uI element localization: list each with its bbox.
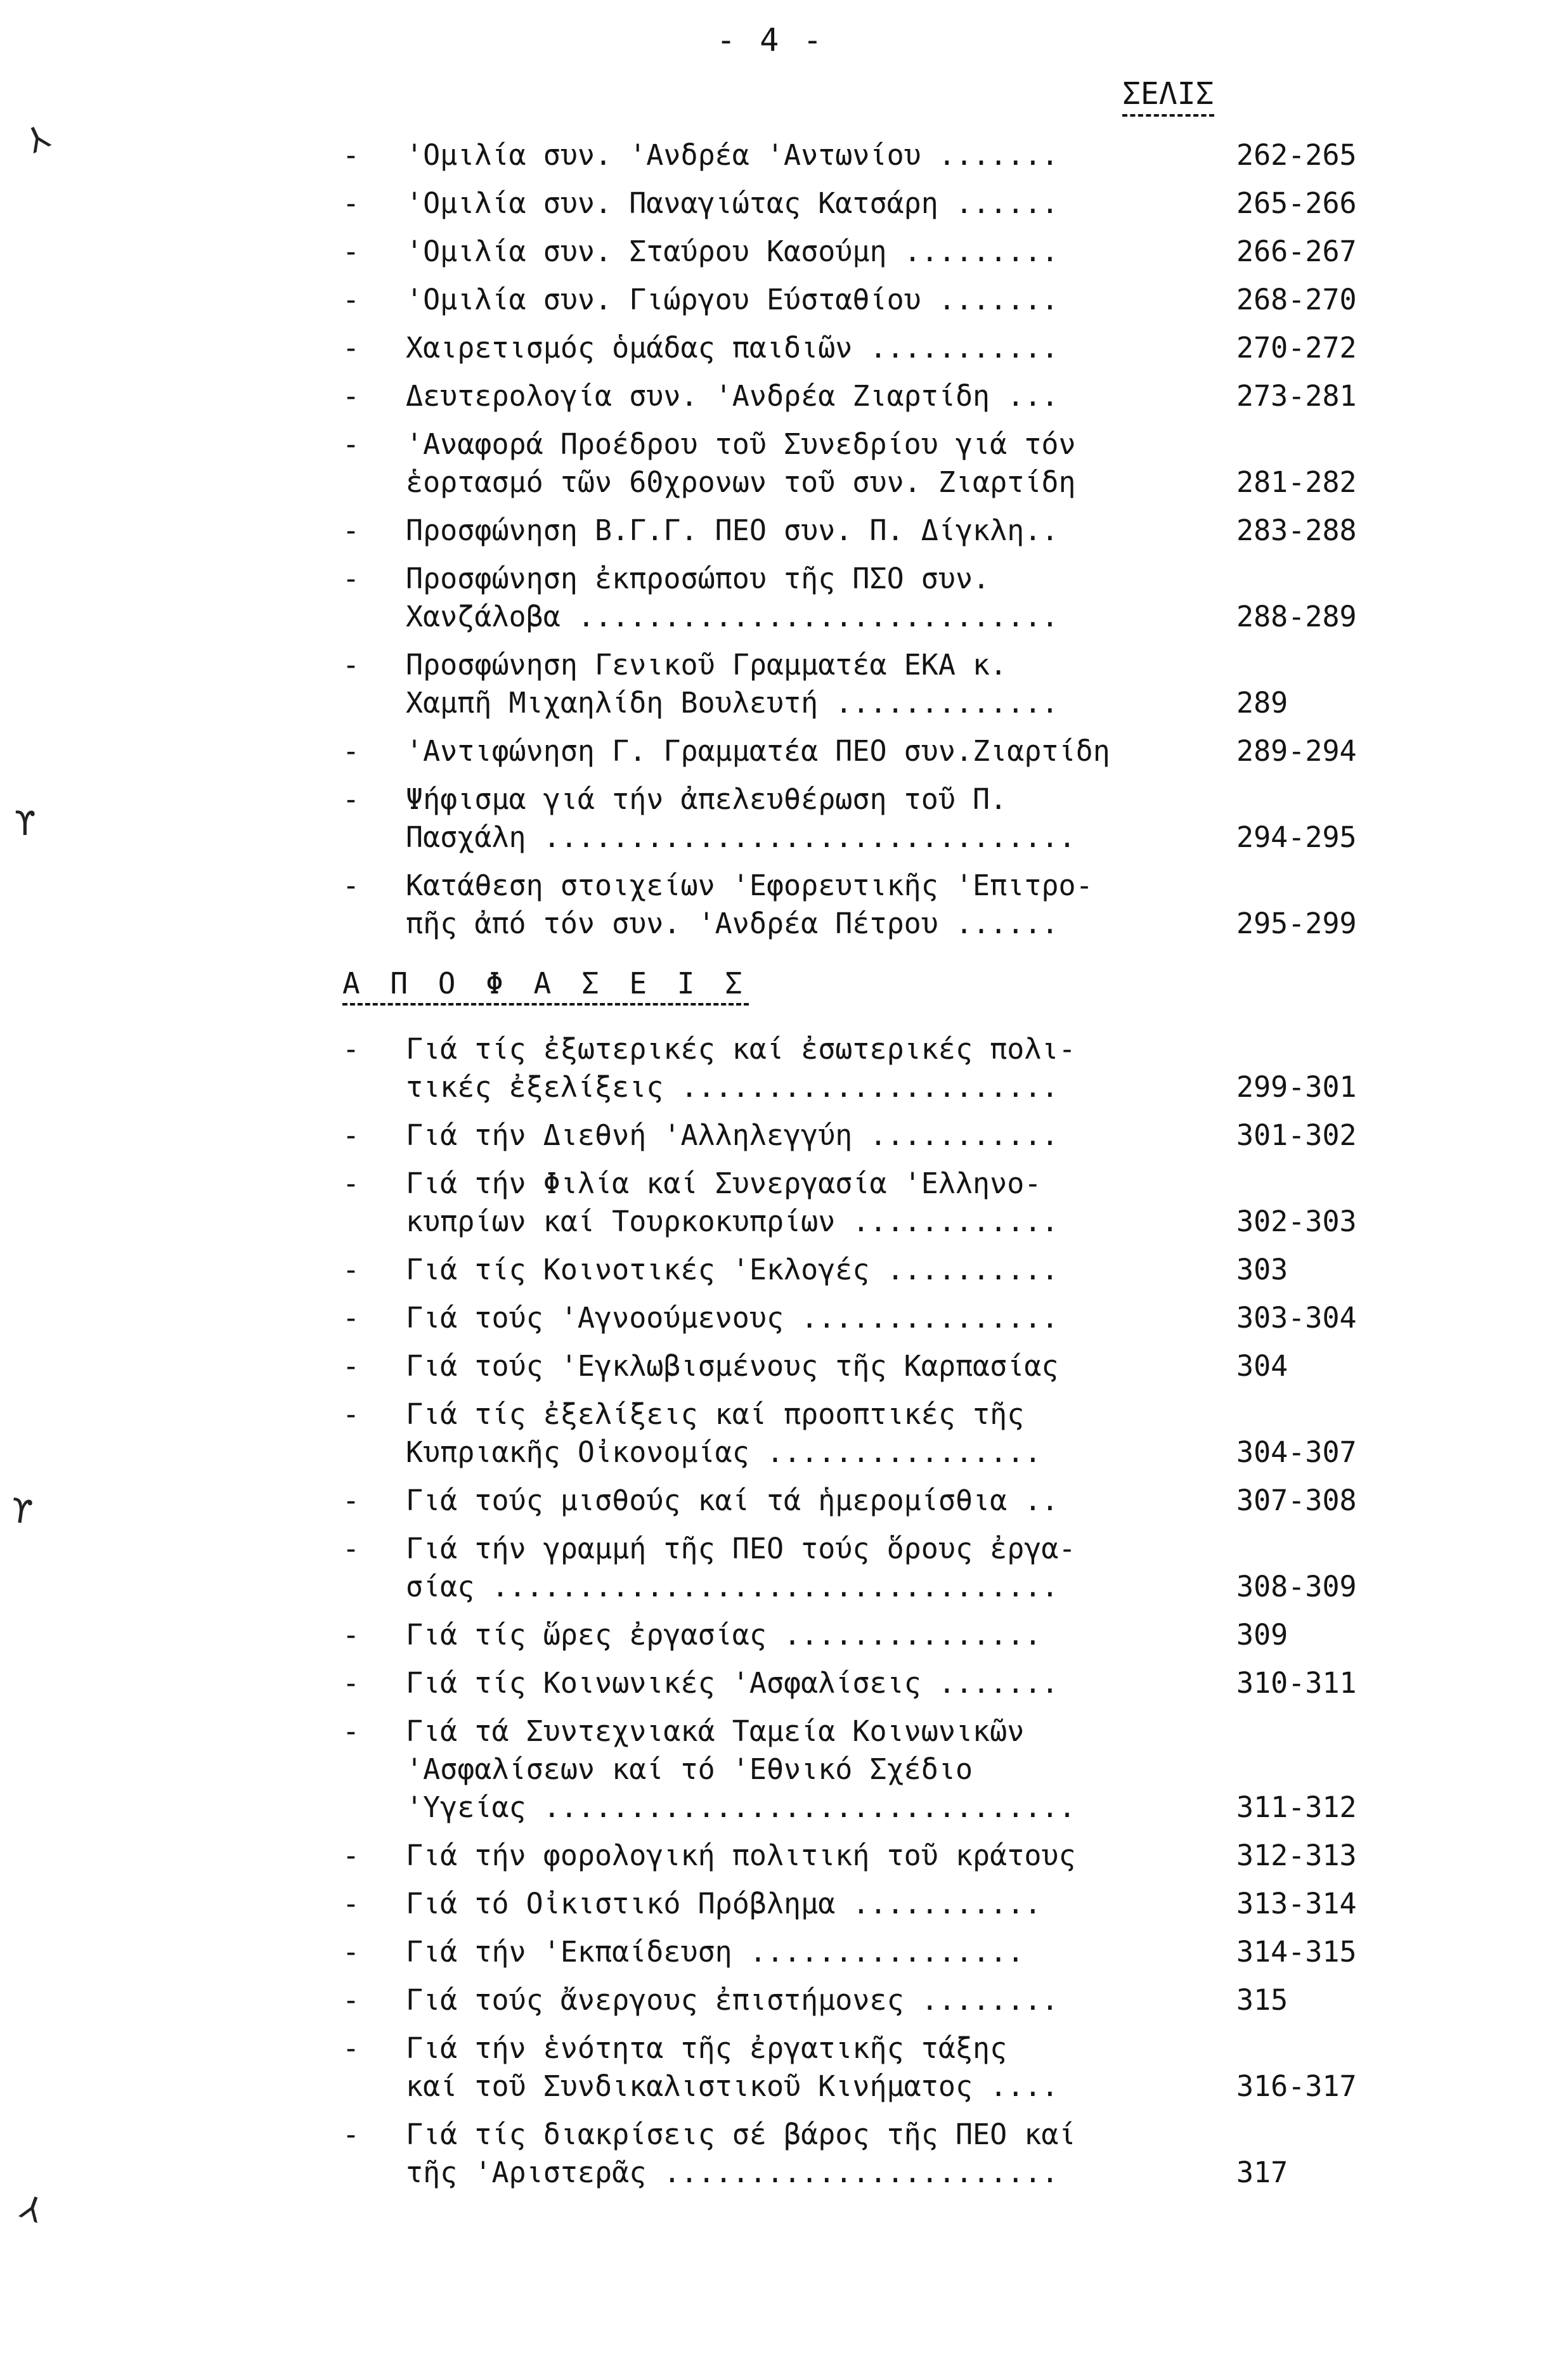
entry-line: Γιά τούς ἄνεργους ἐπιστήμονες ........ bbox=[406, 1983, 1059, 2017]
entry-line: Γιά τήν Διεθνή 'Αλληλεγγύη ........... bbox=[406, 1118, 1059, 1152]
entry-title bbox=[406, 425, 1236, 501]
toc-entry bbox=[342, 1664, 1357, 1702]
toc-entry bbox=[342, 867, 1357, 943]
entry-dash: - bbox=[342, 648, 360, 682]
entry-title bbox=[406, 2029, 1236, 2106]
entry-pages: 266-267 bbox=[1236, 235, 1357, 268]
entry-line: Γιά τίς ὥρες ἐργασίας ............... bbox=[406, 1618, 1042, 1652]
entry-pages: 294-295 bbox=[1236, 820, 1357, 854]
entry-title bbox=[406, 1116, 1236, 1155]
margin-mark-icon: ⅄ bbox=[20, 118, 55, 161]
toc-entry bbox=[342, 646, 1332, 722]
entry-pages: 311-312 bbox=[1236, 1790, 1357, 1824]
entries-proceedings bbox=[342, 136, 1357, 943]
section-title: Α Π Ο Φ Α Σ Ε Ι Σ bbox=[342, 964, 1332, 1002]
entry-dash: - bbox=[342, 1253, 360, 1286]
entry-title bbox=[406, 329, 1236, 367]
entry-title bbox=[406, 281, 1236, 319]
entry-pages: 301-302 bbox=[1236, 1118, 1357, 1152]
entry-dash: - bbox=[342, 782, 360, 816]
entry-line: Χαμπῆ Μιχαηλίδη Βουλευτή ............. bbox=[406, 686, 1059, 720]
entry-line: Γιά τίς Κοινωνικές 'Ασφαλίσεις ....... bbox=[406, 1666, 1059, 1700]
entry-dash: - bbox=[342, 1032, 360, 1066]
entry-dash: - bbox=[342, 869, 360, 902]
entry-pages: 312-313 bbox=[1236, 1839, 1357, 1872]
entry-title bbox=[406, 1030, 1236, 1106]
entry-pages: 273-281 bbox=[1236, 379, 1357, 413]
entry-dash: - bbox=[342, 1839, 360, 1872]
toc-entry bbox=[342, 780, 1357, 857]
entry-line: Γιά τούς 'Αγνοούμενους ............... bbox=[406, 1301, 1059, 1335]
entry-line: τικές ἐξελίξεις ...................... bbox=[406, 1070, 1059, 1104]
entry-title bbox=[406, 1981, 1236, 2019]
entry-dash: - bbox=[342, 562, 360, 595]
toc-entry bbox=[342, 560, 1357, 636]
toc-entry bbox=[342, 1530, 1357, 1606]
entry-pages: 289 bbox=[1236, 686, 1288, 720]
entry-line: Γιά τήν Φιλία καί Συνεργασία 'Ελληνο- bbox=[406, 1167, 1042, 1200]
entry-pages: 313-314 bbox=[1236, 1887, 1357, 1920]
entry-line: 'Ομιλία συν. Γιώργου Εύσταθίου ....... bbox=[406, 283, 1059, 316]
entry-line: Προσφώνηση Γενικοῦ Γραμματέα ΕΚΑ κ. bbox=[406, 648, 1008, 682]
entry-line: καί τοῦ Συνδικαλιστικοῦ Κινήματος .... bbox=[406, 2069, 1059, 2103]
entry-dash: - bbox=[342, 379, 360, 413]
entry-line: Ψήφισμα γιά τήν ἀπελευθέρωση τοῦ Π. bbox=[406, 782, 1008, 816]
toc-entry bbox=[342, 1837, 1357, 1875]
entry-pages: 317 bbox=[1236, 2156, 1288, 2189]
entry-pages: 302-303 bbox=[1236, 1205, 1357, 1238]
toc-entry bbox=[342, 1395, 1357, 1472]
entry-title bbox=[406, 780, 1236, 857]
entry-pages: 295-299 bbox=[1236, 907, 1357, 940]
toc-entry bbox=[342, 184, 1357, 223]
entry-line: Γιά τίς ἐξωτερικές καί ἐσωτερικές πολι- bbox=[406, 1032, 1076, 1066]
entry-title bbox=[406, 1347, 1236, 1385]
entry-dash: - bbox=[342, 1397, 360, 1431]
entry-line: 'Ομιλία συν. Σταύρου Κασούμη ......... bbox=[406, 235, 1059, 268]
entry-title bbox=[406, 512, 1236, 550]
entry-line: Γιά τήν 'Εκπαίδευση ................ bbox=[406, 1935, 1025, 1969]
entry-title bbox=[406, 1885, 1236, 1923]
entry-line: Γιά τούς 'Εγκλωβισμένους τῆς Καρπασίας bbox=[406, 1349, 1059, 1383]
toc-entry bbox=[342, 1030, 1357, 1106]
entry-title bbox=[406, 1530, 1236, 1606]
entry-line: Προσφώνηση Β.Γ.Γ. ΠΕΟ συν. Π. Δίγκλη.. bbox=[406, 514, 1059, 547]
entry-line: τῆς 'Αριστερᾶς ....................... bbox=[406, 2156, 1059, 2189]
entry-pages: 303-304 bbox=[1236, 1301, 1357, 1335]
entry-line: Γιά τήν φορολογική πολιτική τοῦ κράτους bbox=[406, 1839, 1076, 1872]
entry-title bbox=[406, 136, 1236, 174]
entry-line: Δευτερολογία συν. 'Ανδρέα Ζιαρτίδη ... bbox=[406, 379, 1059, 413]
entry-dash: - bbox=[342, 1935, 360, 1969]
entry-pages: 304 bbox=[1236, 1349, 1288, 1383]
entry-pages: 316-317 bbox=[1236, 2069, 1357, 2103]
entry-line: σίας ................................. bbox=[406, 1570, 1059, 1603]
entry-dash: - bbox=[342, 734, 360, 768]
toc-entry bbox=[342, 1299, 1357, 1337]
toc-entry bbox=[342, 2116, 1332, 2192]
entry-line: Γιά τούς μισθούς καί τά ἡμερομίσθια .. bbox=[406, 1484, 1059, 1517]
toc-entry bbox=[342, 233, 1357, 271]
entry-dash: - bbox=[342, 1118, 360, 1152]
entry-pages: 304-307 bbox=[1236, 1435, 1357, 1469]
entry-line: Γιά τίς Κοινοτικές 'Εκλογές .......... bbox=[406, 1253, 1059, 1286]
entry-line: Γιά τήν ἑνότητα τῆς ἐργατικῆς τάξης bbox=[406, 2031, 1008, 2065]
entry-line: 'Ασφαλίσεων καί τό 'Εθνικό Σχέδιο bbox=[406, 1752, 973, 1786]
entry-pages: 315 bbox=[1236, 1983, 1288, 2017]
toc-entry bbox=[342, 377, 1357, 415]
entry-line: Κατάθεση στοιχείων 'Εφορευτικῆς 'Επιτρο- bbox=[406, 869, 1093, 902]
entry-dash: - bbox=[342, 2031, 360, 2065]
pages-column-header: ΣΕΛΙΣ bbox=[1122, 76, 1214, 112]
entry-title bbox=[406, 377, 1236, 415]
entry-pages: 288-289 bbox=[1236, 600, 1357, 633]
toc-entry bbox=[342, 1116, 1357, 1155]
entry-dash: - bbox=[342, 1349, 360, 1383]
entry-pages: 299-301 bbox=[1236, 1070, 1357, 1104]
entry-title bbox=[406, 1933, 1236, 1971]
entry-pages: 270-272 bbox=[1236, 331, 1357, 365]
toc-entry bbox=[342, 1616, 1332, 1654]
entry-dash: - bbox=[342, 1167, 360, 1200]
entry-title bbox=[406, 1616, 1236, 1654]
entry-dash: - bbox=[342, 1983, 360, 2017]
entry-title bbox=[406, 1251, 1236, 1289]
entry-line: Γιά τήν γραμμή τῆς ΠΕΟ τούς ὅρους ἐργα- bbox=[406, 1532, 1076, 1565]
entry-pages: 283-288 bbox=[1236, 514, 1357, 547]
entry-pages: 314-315 bbox=[1236, 1935, 1357, 1969]
toc-entry bbox=[342, 1981, 1332, 2019]
entry-dash: - bbox=[342, 514, 360, 547]
entry-title bbox=[406, 1165, 1236, 1241]
entry-line: 'Υγείας ............................... bbox=[406, 1790, 1076, 1824]
toc-entry bbox=[342, 329, 1357, 367]
table-of-contents bbox=[342, 136, 1357, 2202]
toc-entry bbox=[342, 1165, 1357, 1241]
entry-line: Πασχάλη ............................... bbox=[406, 820, 1076, 854]
entry-dash: - bbox=[342, 1714, 360, 1748]
entry-title bbox=[406, 2116, 1236, 2192]
margin-mark-icon: ϒ bbox=[8, 1492, 34, 1532]
toc-entry bbox=[342, 281, 1357, 319]
entry-dash: - bbox=[342, 1484, 360, 1517]
entry-title bbox=[406, 1664, 1236, 1702]
margin-mark-icon: ϒ bbox=[15, 805, 36, 843]
toc-entry bbox=[342, 1712, 1357, 1827]
entry-pages: 268-270 bbox=[1236, 283, 1357, 316]
entry-dash: - bbox=[342, 1666, 360, 1700]
entry-line: πῆς ἀπό τόν συν. 'Ανδρέα Πέτρου ...... bbox=[406, 907, 1059, 940]
entry-line: 'Ομιλία συν. Παναγιώτας Κατσάρη ...... bbox=[406, 186, 1059, 220]
entry-line: 'Ομιλία συν. 'Ανδρέα 'Αντωνίου ....... bbox=[406, 138, 1059, 172]
entry-pages: 281-282 bbox=[1236, 465, 1357, 499]
entry-dash: - bbox=[342, 283, 360, 316]
toc-entry bbox=[342, 1482, 1357, 1520]
margin-mark-icon: ⅄ bbox=[15, 2188, 48, 2231]
entry-dash: - bbox=[342, 138, 360, 172]
entry-pages: 307-308 bbox=[1236, 1484, 1357, 1517]
toc-entry bbox=[342, 1933, 1357, 1971]
entry-dash: - bbox=[342, 427, 360, 461]
entry-dash: - bbox=[342, 331, 360, 365]
entry-title bbox=[406, 1712, 1236, 1827]
toc-entry bbox=[342, 1347, 1332, 1385]
entry-pages: 310-311 bbox=[1236, 1666, 1357, 1700]
entry-title bbox=[406, 867, 1236, 943]
entry-line: Γιά τίς διακρίσεις σέ βάρος τῆς ΠΕΟ καί bbox=[406, 2118, 1076, 2151]
entry-line: Κυπριακῆς Οἰκονομίας ................ bbox=[406, 1435, 1042, 1469]
entry-title bbox=[406, 1299, 1236, 1337]
entry-line: 'Αναφορά Προέδρου τοῦ Συνεδρίου γιά τόν bbox=[406, 427, 1076, 461]
page-number: - 4 - bbox=[716, 22, 825, 58]
toc-entry bbox=[342, 1885, 1357, 1923]
entry-line: 'Αντιφώνηση Γ. Γραμματέα ΠΕΟ συν.Ζιαρτίδη bbox=[406, 734, 1110, 768]
entry-line: ἑορτασμό τῶν 60χρονων τοῦ συν. Ζιαρτίδη bbox=[406, 465, 1076, 499]
entry-line: Χαιρετισμός ὁμάδας παιδιῶν ........... bbox=[406, 331, 1059, 365]
entry-title bbox=[406, 1482, 1236, 1520]
entry-pages: 308-309 bbox=[1236, 1570, 1357, 1603]
entry-line: Γιά τίς ἐξελίξεις καί προοπτικές τῆς bbox=[406, 1397, 1025, 1431]
entry-dash: - bbox=[342, 1301, 360, 1335]
entry-title bbox=[406, 184, 1236, 223]
entries-decisions bbox=[342, 1030, 1357, 2192]
entry-title bbox=[406, 646, 1236, 722]
entry-pages: 289-294 bbox=[1236, 734, 1357, 768]
toc-entry bbox=[342, 512, 1357, 550]
entry-line: κυπρίων καί Τουρκοκυπρίων ............ bbox=[406, 1205, 1059, 1238]
entry-dash: - bbox=[342, 1887, 360, 1920]
toc-entry bbox=[342, 2029, 1357, 2106]
entry-title bbox=[406, 732, 1236, 770]
entry-dash: - bbox=[342, 186, 360, 220]
entry-line: Γιά τό Οἰκιστικό Πρόβλημα ........... bbox=[406, 1887, 1042, 1920]
entry-title bbox=[406, 560, 1236, 636]
entry-dash: - bbox=[342, 1618, 360, 1652]
entry-dash: - bbox=[342, 235, 360, 268]
entry-title bbox=[406, 233, 1236, 271]
toc-entry bbox=[342, 1251, 1332, 1289]
entry-pages: 265-266 bbox=[1236, 186, 1357, 220]
toc-entry bbox=[342, 425, 1357, 501]
entry-pages: 309 bbox=[1236, 1618, 1288, 1652]
entry-line: Γιά τά Συντεχνιακά Ταμεία Κοινωνικῶν bbox=[406, 1714, 1025, 1748]
entry-dash: - bbox=[342, 2118, 360, 2151]
entry-line: Χανζάλοβα ............................ bbox=[406, 600, 1059, 633]
entry-title bbox=[406, 1837, 1236, 1875]
toc-entry bbox=[342, 732, 1357, 770]
entry-pages: 262-265 bbox=[1236, 138, 1357, 172]
toc-entry bbox=[342, 136, 1357, 174]
entry-title bbox=[406, 1395, 1236, 1472]
entry-line: Προσφώνηση ἐκπροσώπου τῆς ΠΣΟ συν. bbox=[406, 562, 990, 595]
entry-dash: - bbox=[342, 1532, 360, 1565]
entry-pages: 303 bbox=[1236, 1253, 1288, 1286]
